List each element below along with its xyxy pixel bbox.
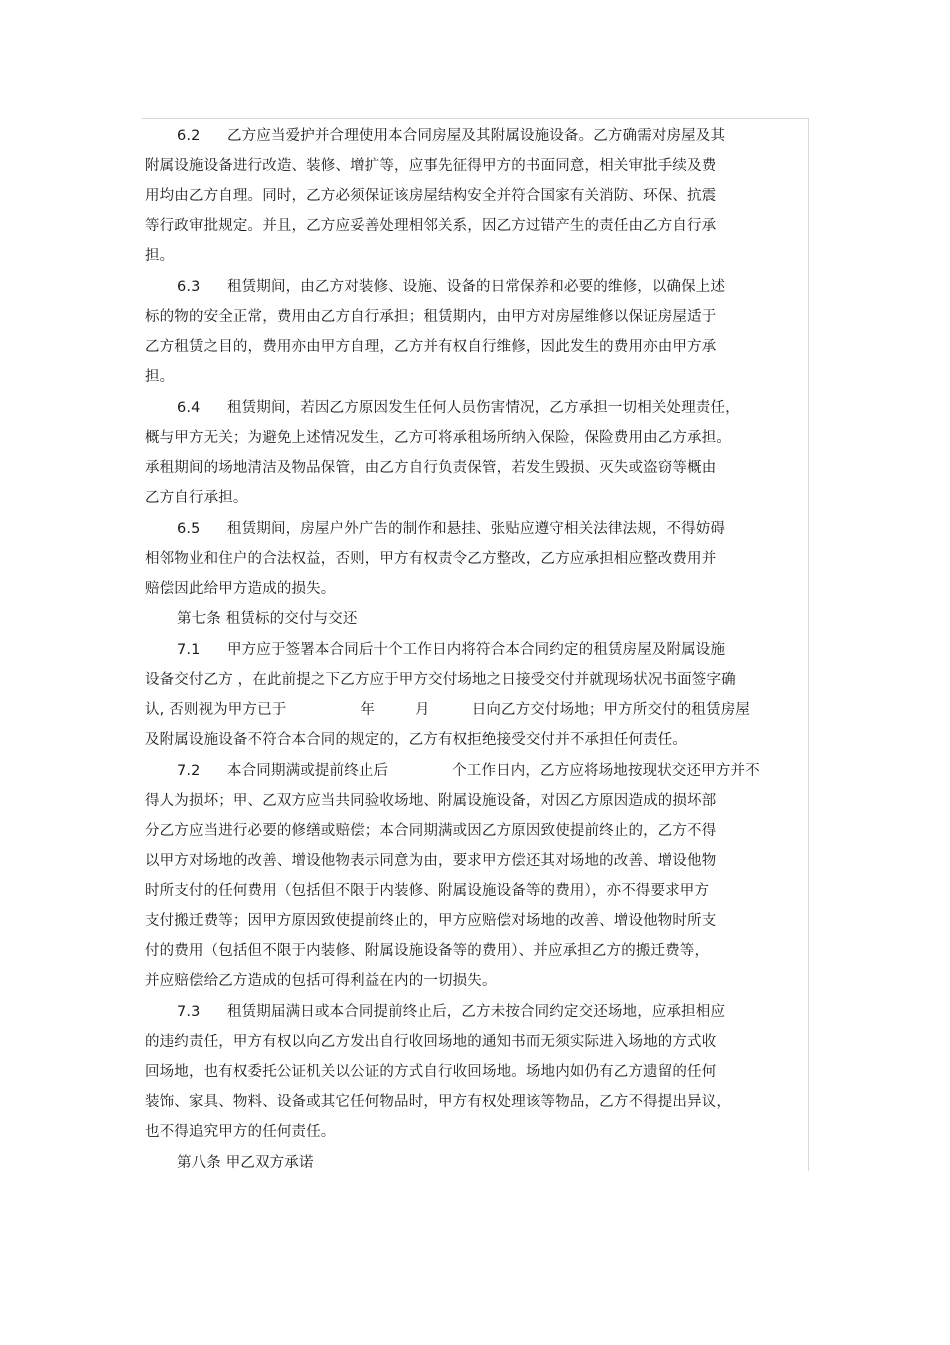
clause-6-2-line-1: 6.2 乙方应当爱护并合理使用本合同房屋及其附属设施设备。乙方确需对房屋及其 xyxy=(177,128,726,144)
clause-6-3-line-1: 6.3 租赁期间，由乙方对装修、设施、设备的日常保养和必要的维修，以确保上述 xyxy=(177,279,726,295)
clause-7-2-line-5: 时所支付的任何费用（包括但不限于内装修、附属设施设备等的费用），亦不得要求甲方 xyxy=(145,883,710,899)
article-7-heading: 第七条 租赁标的交付与交还 xyxy=(177,611,358,627)
clause-7-3-line-1: 7.3 租赁期届满日或本合同提前终止后，乙方未按合同约定交还场地，应承担相应 xyxy=(177,1004,726,1020)
clause-7-2-line-6: 支付搬迁费等；因甲方原因致使提前终止的，甲方应赔偿对场地的改善、增设他物时所支 xyxy=(145,913,717,929)
clause-6-4-line-2: 概与甲方无关；为避免上述情况发生，乙方可将承租场所纳入保险，保险费用由乙方承担。 xyxy=(145,430,731,446)
clause-6-3-line-2: 标的物的安全正常，费用由乙方自行承担；租赁期内，由甲方对房屋维修以保证房屋适于 xyxy=(145,309,717,325)
clause-6-5-line-2: 相邻物业和住户的合法权益，否则，甲方有权责令乙方整改，乙方应承担相应整改费用并 xyxy=(145,551,717,567)
clause-7-2-line-1: 7.2 本合同期满或提前终止后 个工作日内，乙方应将场地按现状交还甲方并不 xyxy=(177,763,760,779)
clause-7-1-line-2: 设备交付乙方 ，在此前提之下乙方应于甲方交付场地之日接受交付并就现场状况书面签字确 xyxy=(145,672,736,688)
clause-6-5-line-3: 赔偿因此给甲方造成的损失。 xyxy=(145,581,336,597)
clause-6-2-line-2: 附属设施设备进行改造、装修、增扩等，应事先征得甲方的书面同意，相关审批手续及费 xyxy=(145,158,717,174)
clause-number: 7.1 xyxy=(177,642,201,658)
clause-6-3-line-4: 担。 xyxy=(145,369,175,385)
clause-number: 6.5 xyxy=(177,521,201,537)
clause-7-1-line-1: 7.1 甲方应于签署本合同后十个工作日内将符合本合同约定的租赁房屋及附属设施 xyxy=(177,642,726,658)
clause-7-3-line-5: 也不得追究甲方的任何责任。 xyxy=(145,1124,336,1140)
clause-7-3-line-3: 回场地，也有权委托公证机关以公证的方式自行收回场地。场地内如仍有乙方遗留的任何 xyxy=(145,1064,717,1080)
clause-number: 7.2 xyxy=(177,763,201,779)
clause-6-4-line-4: 乙方自行承担。 xyxy=(145,490,248,506)
clause-number: 7.3 xyxy=(177,1004,201,1020)
clause-number: 6.2 xyxy=(177,128,201,144)
clause-number: 6.3 xyxy=(177,279,201,295)
clause-7-2-line-3: 分乙方应当进行必要的修缮或赔偿；本合同期满或因乙方原因致使提前终止的，乙方不得 xyxy=(145,823,717,839)
clause-6-2-line-5: 担。 xyxy=(145,248,175,264)
clause-7-1-line-4: 及附属设施设备不符合本合同的规定的，乙方有权拒绝接受交付并不承担任何责任。 xyxy=(145,732,688,748)
clause-7-3-line-4: 装饰、家具、物料、设备或其它任何物品时，甲方有权处理该等物品，乙方不得提出异议， xyxy=(145,1094,731,1110)
clause-6-2-line-3: 用均由乙方自理。同时，乙方必须保证该房屋结构安全并符合国家有关消防、环保、抗震 xyxy=(145,188,717,204)
clause-7-1-line-3: 认, 否则视为甲方已于 年 月 日向乙方交付场地；甲方所交付的租赁房屋 xyxy=(145,702,751,718)
clause-6-5-line-1: 6.5 租赁期间，房屋户外广告的制作和悬挂、张贴应遵守相关法律法规，不得妨碍 xyxy=(177,521,726,537)
clause-6-4-line-1: 6.4 租赁期间，若因乙方原因发生任何人员伤害情况，乙方承担一切相关处理责任， xyxy=(177,400,740,416)
clause-7-2-line-7: 付的费用（包括但不限于内装修、附属设施设备等的费用）、并应承担乙方的搬迁费等， xyxy=(145,943,710,959)
clause-7-2-line-4: 以甲方对场地的改善、增设他物表示同意为由，要求甲方偿还其对场地的改善、增设他物 xyxy=(145,853,717,869)
clause-7-2-line-2: 得人为损坏；甲、乙双方应当共同验收场地、附属设施设备，对因乙方原因造成的损坏部 xyxy=(145,793,717,809)
clause-6-2-line-4: 等行政审批规定。并且，乙方应妥善处理相邻关系，因乙方过错产生的责任由乙方自行承 xyxy=(145,218,717,234)
clause-7-3-line-2: 的违约责任，甲方有权以向乙方发出自行收回场地的通知书而无须实际进入场地的方式收 xyxy=(145,1034,717,1050)
clause-6-4-line-3: 承租期间的场地清洁及物品保管，由乙方自行负责保管，若发生毁损、灭失或盗窃等概由 xyxy=(145,460,717,476)
clause-number: 6.4 xyxy=(177,400,201,416)
clause-6-3-line-3: 乙方租赁之目的，费用亦由甲方自理，乙方并有权自行维修，因此发生的费用亦由甲方承 xyxy=(145,339,717,355)
article-8-heading: 第八条 甲乙双方承诺 xyxy=(177,1155,314,1171)
clause-7-2-line-8: 并应赔偿给乙方造成的包括可得利益在内的一切损失。 xyxy=(145,973,497,989)
